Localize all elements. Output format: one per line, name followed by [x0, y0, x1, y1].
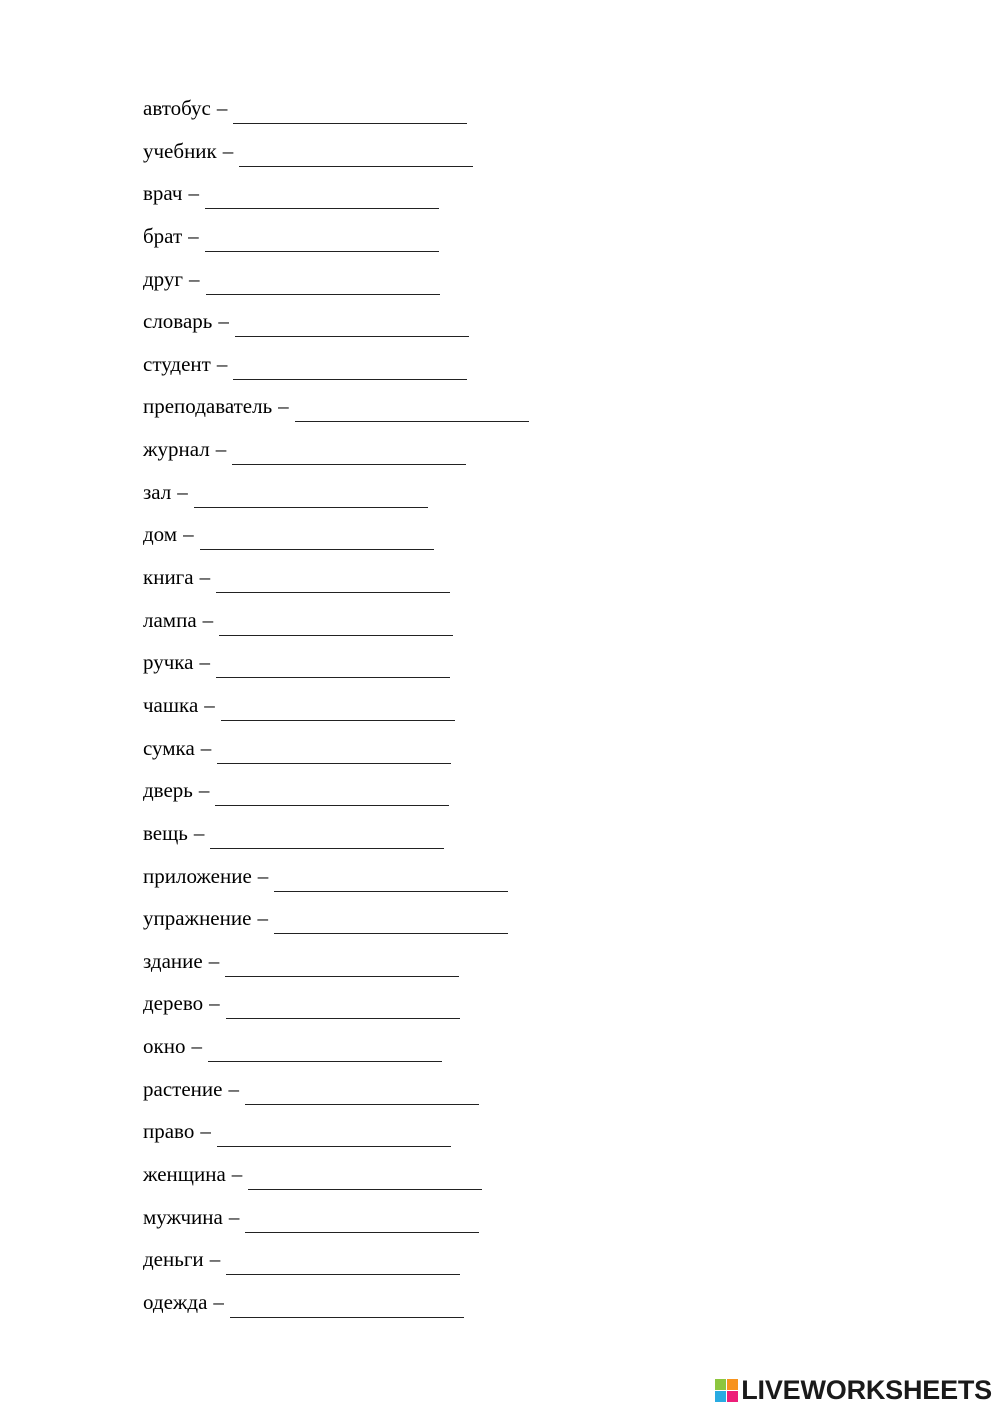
dash-separator: –: [228, 1076, 239, 1101]
word-row: [143, 563, 843, 606]
logo-square-green: [715, 1379, 726, 1390]
liveworksheets-logo: [715, 1375, 992, 1405]
dash-separator: –: [215, 437, 227, 462]
answer-input[interactable]: [239, 137, 473, 167]
dash-separator: –: [257, 906, 268, 931]
dash-separator: –: [191, 1034, 202, 1059]
dash-separator: –: [183, 522, 194, 547]
dash-separator: –: [216, 351, 228, 376]
word-label: словарь: [143, 309, 213, 334]
dash-separator: –: [199, 650, 210, 675]
answer-input[interactable]: [217, 1117, 451, 1147]
word-row: [143, 1288, 843, 1331]
answer-input[interactable]: [200, 520, 434, 550]
word-row: [143, 1117, 843, 1160]
word-row: [143, 222, 843, 265]
word-label: друг: [143, 266, 184, 291]
word-label: ручка: [143, 650, 194, 675]
word-label: деньги: [143, 1247, 204, 1272]
word-label: студент: [143, 351, 211, 376]
answer-input[interactable]: [274, 862, 508, 892]
dash-separator: –: [189, 266, 200, 291]
word-label: право: [143, 1119, 195, 1144]
word-row: [143, 478, 843, 521]
dash-separator: –: [228, 1204, 240, 1229]
word-label: мужчина: [143, 1204, 223, 1229]
word-row: [143, 947, 843, 990]
answer-input[interactable]: [194, 478, 428, 508]
word-label: автобус: [143, 96, 211, 120]
word-label: брат: [143, 223, 183, 248]
word-row: [143, 350, 843, 393]
word-label: окно: [143, 1034, 186, 1059]
answer-input[interactable]: [248, 1160, 482, 1190]
word-label: дом: [143, 522, 178, 547]
answer-input[interactable]: [208, 1032, 442, 1062]
word-label: растение: [143, 1076, 223, 1101]
dash-separator: –: [278, 394, 289, 419]
word-row: [143, 435, 843, 478]
dash-separator: –: [200, 735, 212, 760]
answer-input[interactable]: [245, 1075, 479, 1105]
worksheet-list: [143, 94, 843, 1331]
dash-separator: –: [193, 820, 205, 845]
word-row: [143, 1245, 843, 1288]
word-row: [143, 734, 843, 777]
word-label: дерево: [143, 991, 204, 1016]
answer-input[interactable]: [226, 1245, 460, 1275]
answer-input[interactable]: [217, 734, 451, 764]
word-label: чашка: [143, 692, 199, 717]
word-row: [143, 989, 843, 1032]
word-row: [143, 94, 843, 137]
logo-square-pink: [727, 1391, 738, 1402]
answer-input[interactable]: [225, 947, 459, 977]
word-row: [143, 137, 843, 180]
word-label: лампа: [143, 607, 197, 632]
word-label: врач: [143, 181, 183, 206]
answer-input[interactable]: [295, 392, 529, 422]
answer-input[interactable]: [216, 648, 450, 678]
answer-input[interactable]: [233, 94, 467, 124]
word-row: [143, 606, 843, 649]
word-row: [143, 691, 843, 734]
dash-separator: –: [222, 138, 234, 163]
dash-separator: –: [198, 778, 210, 803]
word-row: [143, 179, 843, 222]
word-label: журнал: [143, 437, 210, 462]
word-label: женщина: [143, 1162, 226, 1187]
dash-separator: –: [200, 1119, 211, 1144]
answer-input[interactable]: [221, 691, 455, 721]
answer-input[interactable]: [226, 989, 460, 1019]
word-label: сумка: [143, 735, 195, 760]
logo-text: LIVEWORKSHEETS: [741, 1374, 992, 1405]
word-label: здание: [143, 948, 203, 973]
dash-separator: –: [199, 565, 211, 590]
answer-input[interactable]: [235, 307, 469, 337]
logo-square-blue: [715, 1391, 726, 1402]
dash-separator: –: [218, 309, 229, 334]
answer-input[interactable]: [232, 435, 466, 465]
word-row: [143, 520, 843, 563]
dash-separator: –: [188, 181, 199, 206]
dash-separator: –: [208, 948, 220, 973]
dash-separator: –: [188, 223, 199, 248]
dash-separator: –: [202, 607, 214, 632]
word-row: [143, 862, 843, 905]
answer-input[interactable]: [205, 222, 439, 252]
answer-input[interactable]: [219, 606, 453, 636]
logo-grid-icon: [715, 1379, 738, 1402]
word-label: зал: [143, 479, 172, 504]
word-label: вещь: [143, 820, 188, 845]
word-label: приложение: [143, 863, 252, 888]
dash-separator: –: [209, 1247, 221, 1272]
word-row: [143, 776, 843, 819]
word-row: [143, 904, 843, 947]
dash-separator: –: [204, 692, 215, 717]
word-row: [143, 1032, 843, 1075]
dash-separator: –: [231, 1162, 243, 1187]
word-label: книга: [143, 565, 194, 590]
word-row: [143, 392, 843, 435]
answer-input[interactable]: [215, 776, 449, 806]
dash-separator: –: [209, 991, 220, 1016]
answer-input[interactable]: [245, 1203, 479, 1233]
word-row: [143, 648, 843, 691]
answer-input[interactable]: [210, 819, 444, 849]
dash-separator: –: [257, 863, 269, 888]
word-row: [143, 819, 843, 862]
word-label: одежда: [143, 1289, 208, 1314]
word-row: [143, 265, 843, 308]
word-row: [143, 307, 843, 350]
word-label: учебник: [143, 138, 217, 163]
word-label: упражнение: [143, 906, 252, 931]
answer-input[interactable]: [274, 904, 508, 934]
answer-input[interactable]: [233, 350, 467, 380]
word-row: [143, 1075, 843, 1118]
dash-separator: –: [177, 479, 188, 504]
answer-input[interactable]: [205, 179, 439, 209]
word-label: преподаватель: [143, 394, 273, 419]
word-row: [143, 1203, 843, 1246]
dash-separator: –: [216, 96, 228, 120]
logo-square-orange: [727, 1379, 738, 1390]
word-label: дверь: [143, 778, 193, 803]
answer-input[interactable]: [230, 1288, 464, 1318]
dash-separator: –: [213, 1289, 224, 1314]
answer-input[interactable]: [216, 563, 450, 593]
answer-input[interactable]: [206, 265, 440, 295]
word-row: [143, 1160, 843, 1203]
